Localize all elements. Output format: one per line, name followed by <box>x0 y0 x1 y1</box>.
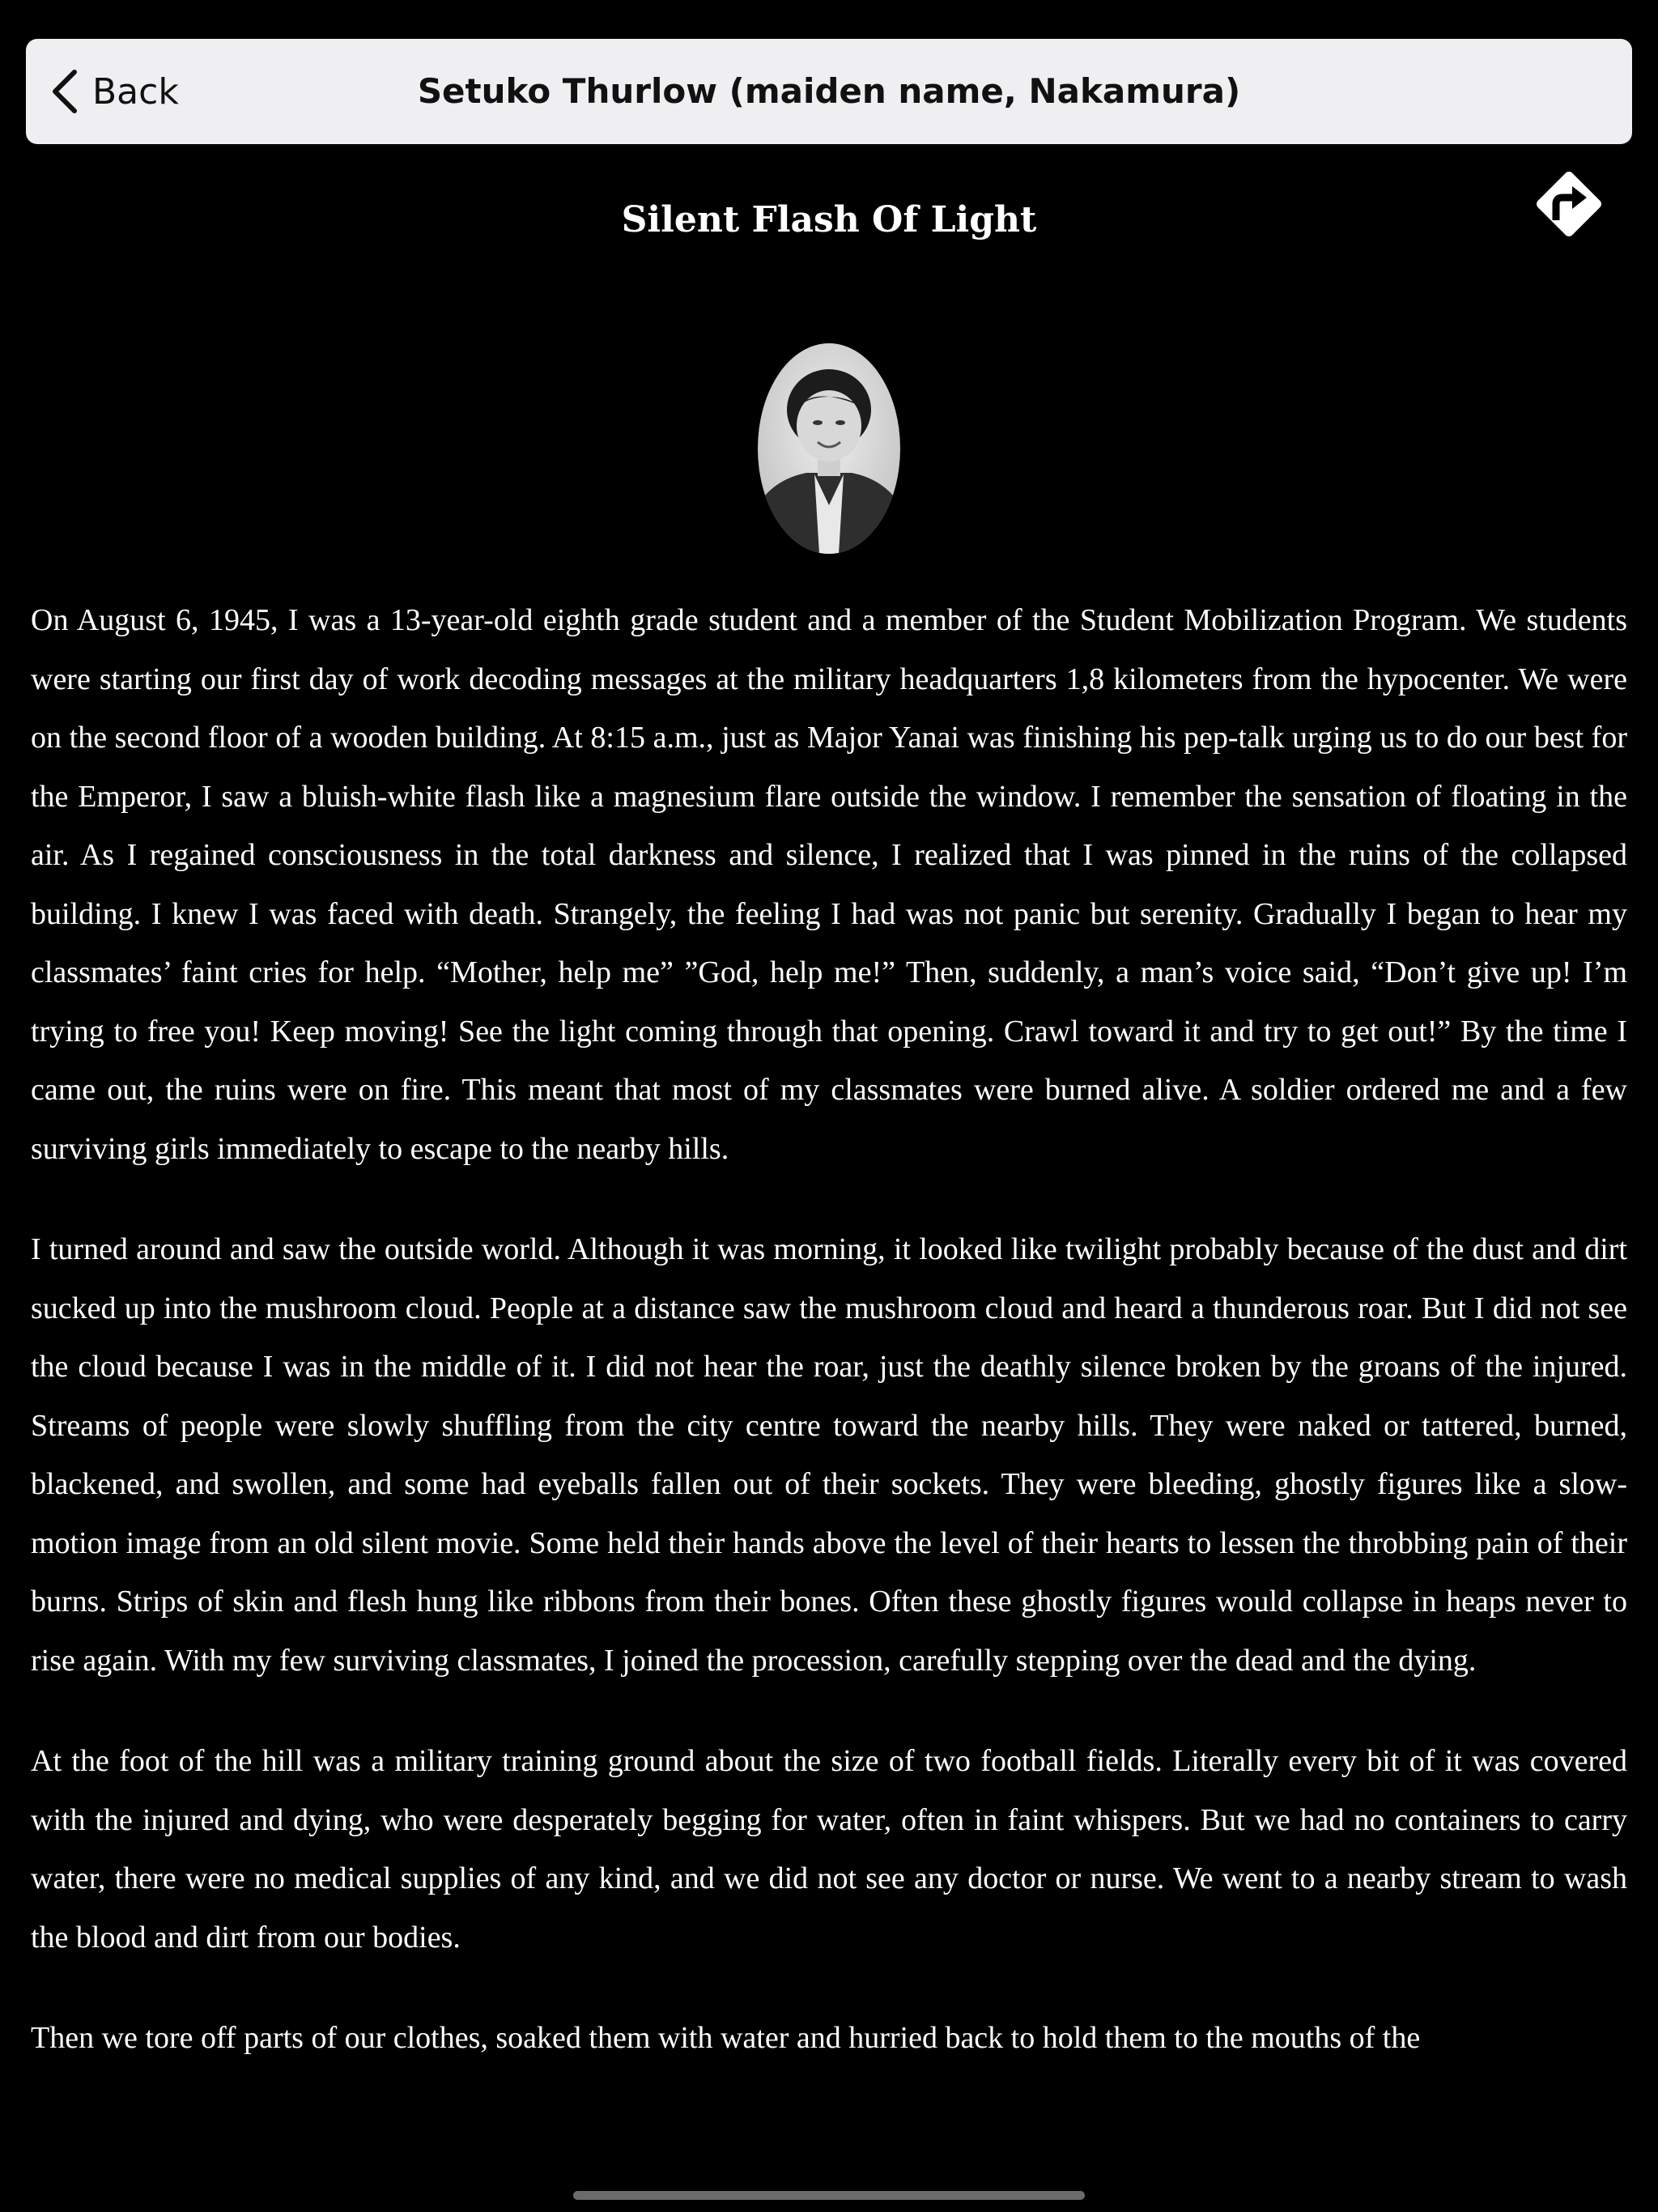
story-title: Silent Flash Of Light <box>621 199 1037 240</box>
portrait-photo <box>758 343 900 554</box>
home-indicator[interactable] <box>573 2191 1085 2200</box>
navigation-bar <box>26 39 1632 144</box>
story-body <box>31 591 1627 2110</box>
story-paragraph: On August 6, 1945, I was a 13-year-old eighth grade student and a member of the Student Mobilization Program. We students were starting our first day of work decoding messages at the military headquarters 1,8 kilometers from the hypocenter. We were on the second floor of a wooden building. At 8:15 a.m., just as Major Yanai was finishing his pep-talk urging us to do our best for the Emperor, I saw a bluish-white flash like a magnesium flare outside the window. I remember the sensation of floating in the air. As I regained consciousness in the total darkness and silence, I realized that I was pinned in the ruins of the collapsed building. I knew I was faced with death. Strangely, the feeling I had was not panic but serenity. Gradually I began to hear my classmates’ faint cries for help. “Mother, help me” ”God, help me!” Then, suddenly, a man’s voice said, “Don’t give up! I’m trying to free you! Keep moving! See the light coming through that opening. Crawl toward it and try to get out!” By the time I came out, the ruins were on fire. This meant that most of my classmates were burned alive. A soldier ordered me and a few surviving girls immediately to escape to the nearby hills. <box>31 603 1627 1166</box>
story-paragraph: At the foot of the hill was a military training ground about the size of two football fields. Literally every bit of it was covered with the injured and dying, who were desperately begging for water, often in faint whispers. But we had no containers to carry water, there were no medical supplies of any kind, and we did not see any doctor or nurse. We went to a nearby stream to wash the blood and dirt from our bodies. <box>31 1744 1627 1955</box>
back-label: Back <box>92 70 179 113</box>
story-paragraph: I turned around and saw the outside world. Although it was morning, it looked like twilight probably because of the dust and dirt sucked up into the mushroom cloud. People at a distance saw the mushroom cloud and heard a thunderous roar. But I did not see the cloud because I was in the middle of it. I did not hear the roar, just the deathly silence broken by the groans of the injured. Streams of people were slowly shuffling from the city centre toward the nearby hills. They were naked or tattered, burned, blackened, and swollen, and some had eyeballs fallen out of their sockets. They were bleeding, ghostly figures like a slow-motion image from an old silent movie. Some held their hands above the level of their hearts to lessen the throbbing pain of their burns. Strips of skin and flesh hung like ribbons from their bones. Often these ghostly figures would collapse in heaps never to rise again. With my few surviving classmates, I joined the procession, carefully stepping over the dead and the dying. <box>31 1232 1627 1678</box>
story-paragraph: Then we tore off parts of our clothes, soaked them with water and hurried back to hold them to the mouths of the <box>31 2021 1421 2055</box>
page-title: Setuko Thurlow (maiden name, Nakamura) <box>417 71 1241 111</box>
